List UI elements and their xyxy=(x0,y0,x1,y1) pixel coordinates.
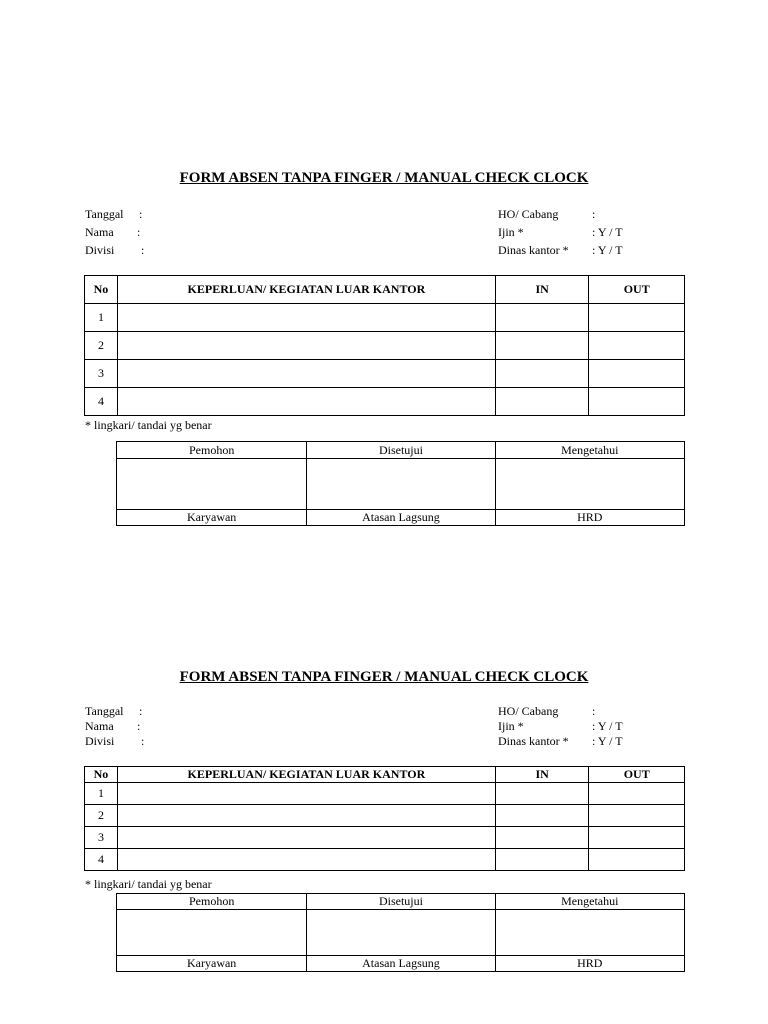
table-row xyxy=(85,783,685,805)
field-sep: : xyxy=(139,207,143,221)
row-number: 2 xyxy=(85,805,118,827)
table-row xyxy=(85,360,685,388)
field-label-divisi: Divisi xyxy=(85,243,115,257)
field-label-tanggal: Tanggal xyxy=(85,704,124,718)
keperluan-cell[interactable] xyxy=(117,827,495,849)
row-number: 3 xyxy=(85,360,118,388)
table-row xyxy=(85,849,685,871)
out-cell[interactable] xyxy=(589,827,685,849)
keperluan-cell[interactable] xyxy=(117,849,495,871)
keperluan-cell[interactable] xyxy=(117,304,495,332)
right-fields xyxy=(498,704,658,749)
keperluan-cell[interactable] xyxy=(117,388,495,416)
right-fields xyxy=(498,205,658,259)
sig-header-pemohon: Pemohon xyxy=(117,894,307,910)
field-label-tanggal: Tanggal xyxy=(85,207,124,221)
signature-table xyxy=(116,441,685,526)
out-cell[interactable] xyxy=(589,388,685,416)
in-cell[interactable] xyxy=(495,388,588,416)
field-sep: : xyxy=(141,734,145,748)
note-text: * lingkari/ tandai yg benar xyxy=(85,877,212,891)
row-number: 1 xyxy=(85,304,118,332)
out-cell[interactable] xyxy=(589,332,685,360)
header-out: OUT xyxy=(589,767,685,783)
activity-table xyxy=(84,275,685,416)
field-label-ijin: Ijin * xyxy=(498,225,524,239)
sig-header-pemohon: Pemohon xyxy=(117,442,307,459)
signature-table xyxy=(116,893,685,972)
table-row xyxy=(85,805,685,827)
keperluan-cell[interactable] xyxy=(117,332,495,360)
in-cell[interactable] xyxy=(495,827,588,849)
table-row xyxy=(85,388,685,416)
keperluan-cell[interactable] xyxy=(117,783,495,805)
sig-header-mengetahui: Mengetahui xyxy=(495,442,684,459)
field-value: : Y / T xyxy=(592,734,623,748)
sig-footer-karyawan: Karyawan xyxy=(117,510,307,526)
field-value: : xyxy=(592,207,596,221)
out-cell[interactable] xyxy=(589,805,685,827)
sig-box-mengetahui[interactable] xyxy=(495,459,684,510)
field-label-ijin: Ijin * xyxy=(498,719,524,733)
sig-box-disetujui[interactable] xyxy=(307,910,495,956)
header-keperluan: KEPERLUAN/ KEGIATAN LUAR KANTOR xyxy=(117,767,495,783)
form-title: FORM ABSEN TANPA FINGER / MANUAL CHECK CLOCK xyxy=(179,669,589,685)
in-cell[interactable] xyxy=(495,849,588,871)
header-no: No xyxy=(85,767,118,783)
sig-header-mengetahui: Mengetahui xyxy=(495,894,684,910)
sig-header-disetujui: Disetujui xyxy=(307,894,495,910)
note-text: * lingkari/ tandai yg benar xyxy=(85,418,212,432)
left-fields xyxy=(85,205,165,259)
field-value: : Y / T xyxy=(592,225,623,239)
row-number: 2 xyxy=(85,332,118,360)
row-number: 4 xyxy=(85,849,118,871)
keperluan-cell[interactable] xyxy=(117,360,495,388)
in-cell[interactable] xyxy=(495,332,588,360)
sig-footer-karyawan: Karyawan xyxy=(117,956,307,972)
out-cell[interactable] xyxy=(589,304,685,332)
sig-header-disetujui: Disetujui xyxy=(307,442,495,459)
in-cell[interactable] xyxy=(495,805,588,827)
field-value: : xyxy=(592,704,596,718)
in-cell[interactable] xyxy=(495,304,588,332)
sig-box-mengetahui[interactable] xyxy=(495,910,684,956)
in-cell[interactable] xyxy=(495,783,588,805)
sig-footer-hrd: HRD xyxy=(495,510,684,526)
form-title: FORM ABSEN TANPA FINGER / MANUAL CHECK CLOCK xyxy=(179,170,589,186)
field-sep: : xyxy=(137,719,141,733)
row-number: 3 xyxy=(85,827,118,849)
header-in: IN xyxy=(495,276,588,304)
field-value: : Y / T xyxy=(592,719,623,733)
sig-footer-atasan: Atasan Lagsung xyxy=(307,510,495,526)
table-row xyxy=(85,304,685,332)
keperluan-cell[interactable] xyxy=(117,805,495,827)
activity-table xyxy=(84,766,685,871)
header-out: OUT xyxy=(589,276,685,304)
header-keperluan: KEPERLUAN/ KEGIATAN LUAR KANTOR xyxy=(117,276,495,304)
field-sep: : xyxy=(141,243,145,257)
field-label-ho-cabang: HO/ Cabang xyxy=(498,207,559,221)
sig-box-pemohon[interactable] xyxy=(117,459,307,510)
header-in: IN xyxy=(495,767,588,783)
out-cell[interactable] xyxy=(589,849,685,871)
table-row xyxy=(85,332,685,360)
header-no: No xyxy=(85,276,118,304)
in-cell[interactable] xyxy=(495,360,588,388)
field-label-dinas-kantor: Dinas kantor * xyxy=(498,734,569,748)
sig-footer-atasan: Atasan Lagsung xyxy=(307,956,495,972)
left-fields xyxy=(85,704,165,749)
field-label-dinas-kantor: Dinas kantor * xyxy=(498,243,569,257)
out-cell[interactable] xyxy=(589,783,685,805)
field-sep: : xyxy=(137,225,141,239)
table-row xyxy=(85,827,685,849)
sig-box-pemohon[interactable] xyxy=(117,910,307,956)
field-value: : Y / T xyxy=(592,243,623,257)
out-cell[interactable] xyxy=(589,360,685,388)
sig-footer-hrd: HRD xyxy=(495,956,684,972)
row-number: 1 xyxy=(85,783,118,805)
field-label-nama: Nama xyxy=(85,225,114,239)
field-label-ho-cabang: HO/ Cabang xyxy=(498,704,559,718)
field-sep: : xyxy=(139,704,143,718)
row-number: 4 xyxy=(85,388,118,416)
sig-box-disetujui[interactable] xyxy=(307,459,495,510)
field-label-nama: Nama xyxy=(85,719,114,733)
field-label-divisi: Divisi xyxy=(85,734,115,748)
